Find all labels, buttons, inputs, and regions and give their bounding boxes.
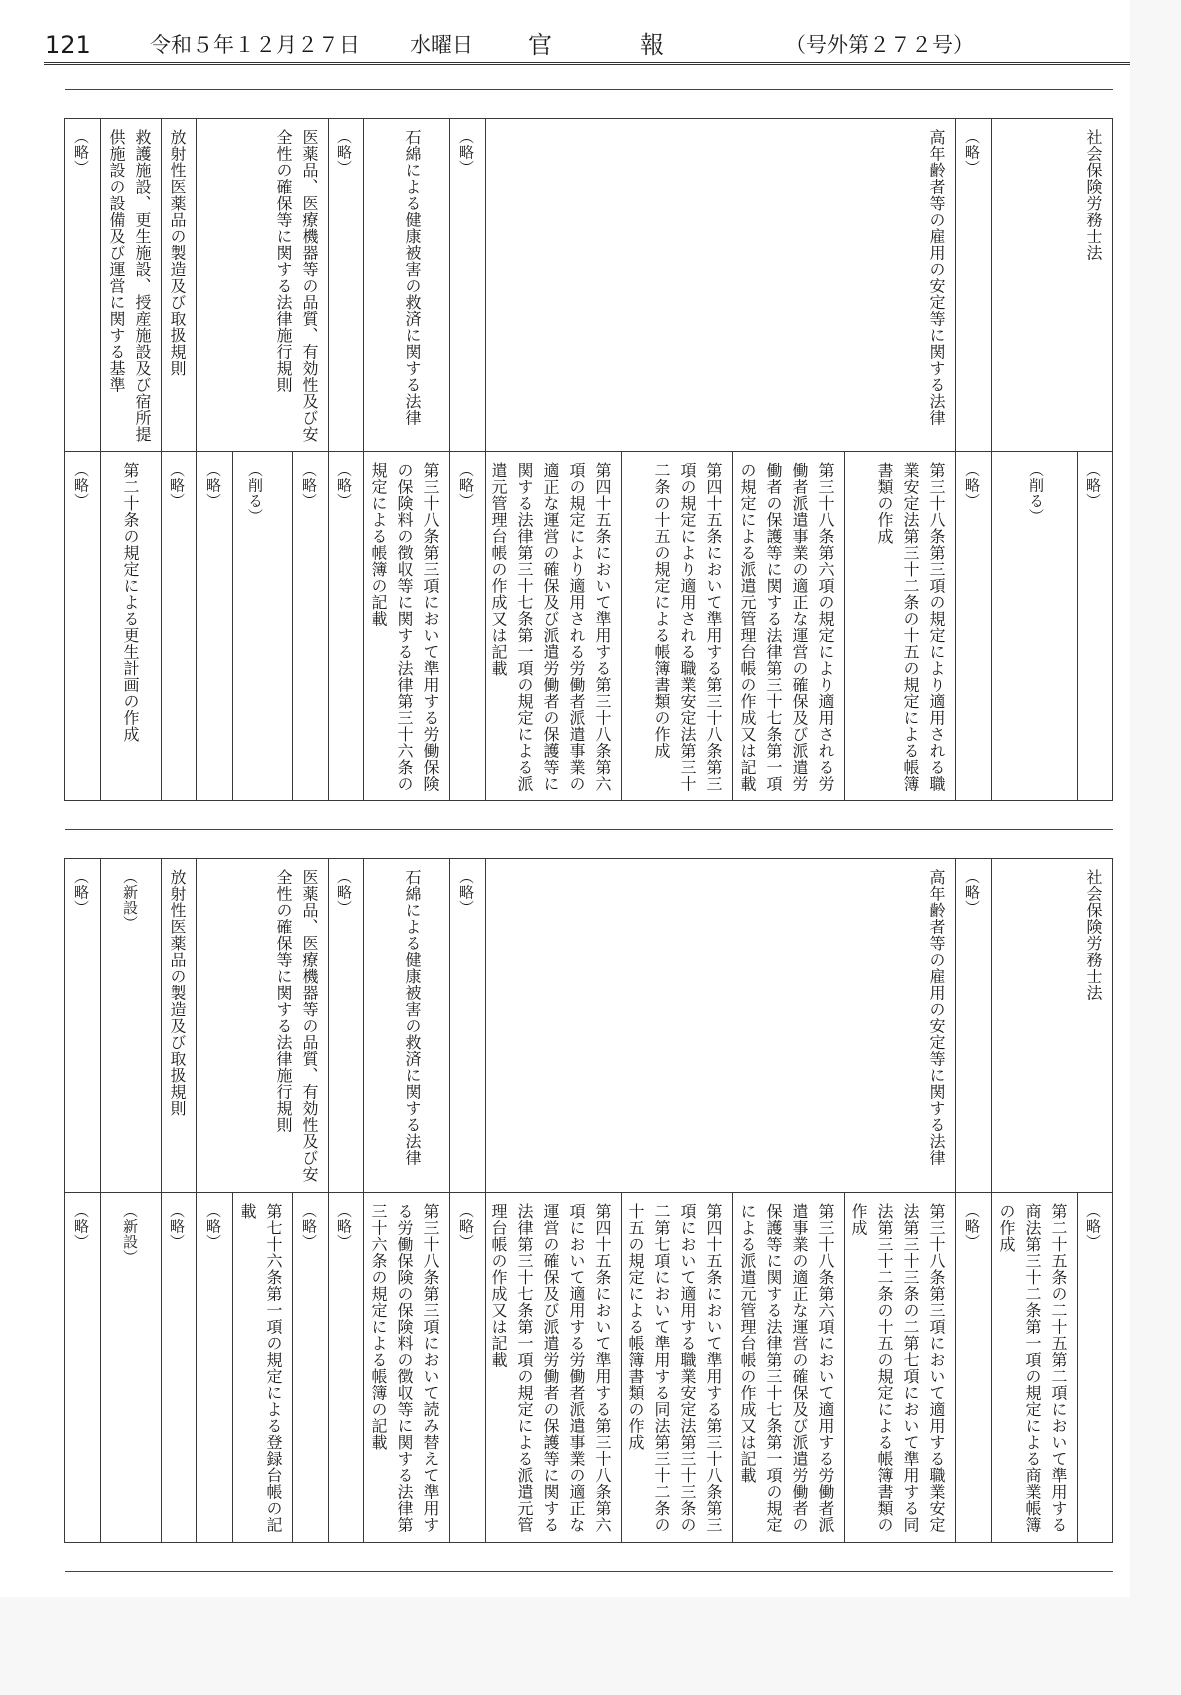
new-label: （新設） [121,1203,139,1265]
divider [65,1571,1113,1572]
deleted-label: （削る） [246,462,264,524]
provision-cell [100,451,162,801]
provision-text: 第三十八条第三項の規定により適用される職業安定法第三十二条の十五の規定による帳簿書類の作成 [875,462,946,792]
omitted-label: （略） [335,869,353,916]
omitted-label: （略） [335,1203,353,1250]
provision-cell [844,1192,956,1543]
law-cell [196,858,329,1193]
provision-text: 第四十五条において準用する第三十八条第三項の規定により適用される職業安定法第三十二条の十五の規定による帳簿書類の作成 [652,462,723,792]
law-name: 社会保険労務士法 [1084,129,1103,261]
deleted-label: （削る） [1027,462,1045,524]
omitted-label: （略） [72,1203,90,1250]
provision-cell [621,1192,733,1543]
omitted-label: （略） [457,129,475,176]
provision-cell [292,1192,329,1543]
law-name: 高年齢者等の雇用の安定等に関する法律 [927,129,946,426]
provision-cell [1077,1192,1113,1543]
gazette-title-po: 報 [640,31,664,59]
provision-cell [232,451,293,801]
provision-text: 第七十六条第一項の規定による登録台帳の記載 [238,1203,283,1533]
provision-text: 第三十八条第六項において適用する労働者派遣事業の適正な運営の確保及び派遣労働者の保護等に関する法律第三十七条第一項の規定による派遣元管理台帳の作成又は記載 [738,1203,835,1533]
law-name: 救護施設、更生施設、授産施設及び宿所提供施設の設備及び運営に関する基準 [107,129,152,443]
law-cell [328,118,364,452]
law-name: 社会保険労務士法 [1084,869,1103,1001]
provision-text: 第四十五条において準用する第三十八条第三項において適用する職業安定法第三十三条の二第七項において準用する同法第三十二条の十五の規定による帳簿書類の作成 [626,1203,723,1533]
provision-cell [363,451,450,801]
omitted-label: （略） [168,1203,186,1250]
provision-text: 第三十八条第六項の規定により適用される労働者派遣事業の適正な運営の確保及び派遣労働者の保護等に関する法律第三十七条第一項の規定による派遣元管理台帳の作成又は記載 [738,462,835,792]
omitted-label: （略） [457,869,475,916]
law-cell [955,118,992,452]
provision-text: 第四十五条において準用する第三十八条第六項において適用する労働者派遣事業の適正な運営の確保及び派遣労働者の保護等に関する法律第三十七条第一項の規定による派遣元管理台帳の作成又は記載 [489,1203,612,1533]
provision-cell [621,451,733,801]
law-name: 放射性医薬品の製造及び取扱規則 [168,869,187,1117]
issue-number: （号外第２７２号） [785,33,974,57]
provision-text: 第四十五条において準用する第三十八条第六項の規定により適用される労働者派遣事業の適正な運営の確保及び派遣労働者の保護等に関する法律第三十七条第一項の規定による派遣元管理台帳の作成又は記載 [489,462,612,792]
omitted-label: （略） [168,462,186,509]
omitted-label: （略） [335,129,353,176]
provision-cell [161,1192,197,1543]
header-rule [44,62,1130,65]
law-cell [449,118,486,452]
provision-text: 第三十八条第三項において読み替えて準用する労働保険の保険料の徴収等に関する法律第三十六条の規定による帳簿の記載 [369,1203,440,1533]
omitted-label: （略） [204,1203,222,1250]
law-cell [196,118,329,452]
provision-cell [485,1192,622,1543]
omitted-label: （略） [963,462,981,509]
law-name: 医薬品、医療機器等の品質、有効性及び安全性の確保等に関する法律施行規則 [274,129,319,443]
provision-cell [328,1192,364,1543]
provision-cell [449,1192,486,1543]
provision-cell [955,451,992,801]
law-cell [363,118,450,452]
provision-cell [844,451,956,801]
provision-cell [232,1192,293,1543]
provision-cell [732,451,845,801]
omitted-label: （略） [963,129,981,176]
omitted-label: （略） [457,1203,475,1250]
omitted-label: （略） [300,462,318,509]
law-name: 石綿による健康被害の救済に関する法律 [403,129,422,426]
law-cell [991,118,1113,452]
law-cell [485,118,956,452]
omitted-label: （略） [1084,1203,1102,1250]
provision-text: 第三十八条第三項において適用する職業安定法第三十三条の二第七項において準用する同法第三十二条の十五の規定による帳簿書類の作成 [849,1203,946,1533]
omitted-label: （略） [335,462,353,509]
weekday: 水曜日 [410,33,473,57]
provision-cell [449,451,486,801]
law-cell [363,858,450,1193]
omitted-label: （略） [963,869,981,916]
provision-cell [292,451,329,801]
provision-cell [991,1192,1078,1543]
provision-text: 第二十条の規定による更生計画の作成 [121,462,140,743]
provision-cell [328,451,364,801]
page-number: 121 [45,31,91,59]
law-name: 放射性医薬品の製造及び取扱規則 [168,129,187,377]
provision-cell [1077,451,1113,801]
provision-cell [363,1192,450,1543]
provision-cell [196,451,233,801]
new-label: （新設） [121,869,139,931]
provision-cell [991,451,1078,801]
law-cell [485,858,956,1193]
omitted-label: （略） [457,462,475,509]
provision-text: 第三十八条第三項において準用する労働保険の保険料の徴収等に関する法律第三十六条の規定による帳簿の記載 [369,462,440,792]
provision-cell [732,1192,845,1543]
divider [65,829,1113,830]
gazette-title-kan: 官 [528,31,552,59]
omitted-label: （略） [1084,462,1102,509]
divider [65,89,1113,90]
law-cell [328,858,364,1193]
omitted-label: （略） [72,869,90,916]
law-cell [100,118,162,452]
issue-date: 令和５年１２月２７日 [150,33,360,57]
law-name: 医薬品、医療機器等の品質、有効性及び安全性の確保等に関する法律施行規則 [274,869,319,1183]
law-cell [100,858,162,1193]
law-cell [64,858,101,1193]
law-name: 石綿による健康被害の救済に関する法律 [403,869,422,1166]
law-cell [64,118,101,452]
provision-cell [955,1192,992,1543]
provision-text: 第二十五条の二十五第二項において準用する商法第三十二条第一項の規定による商業帳簿の作成 [997,1203,1068,1533]
provision-cell [161,451,197,801]
provision-cell [64,451,101,801]
law-name: 高年齢者等の雇用の安定等に関する法律 [927,869,946,1166]
omitted-label: （略） [204,462,222,509]
provision-cell [64,1192,101,1543]
omitted-label: （略） [963,1203,981,1250]
law-cell [161,858,197,1193]
provision-cell [196,1192,233,1543]
law-cell [955,858,992,1193]
omitted-label: （略） [72,462,90,509]
provision-cell [485,451,622,801]
law-cell [449,858,486,1193]
provision-cell [100,1192,162,1543]
omitted-label: （略） [72,129,90,176]
law-cell [161,118,197,452]
law-cell [991,858,1113,1193]
omitted-label: （略） [300,1203,318,1250]
